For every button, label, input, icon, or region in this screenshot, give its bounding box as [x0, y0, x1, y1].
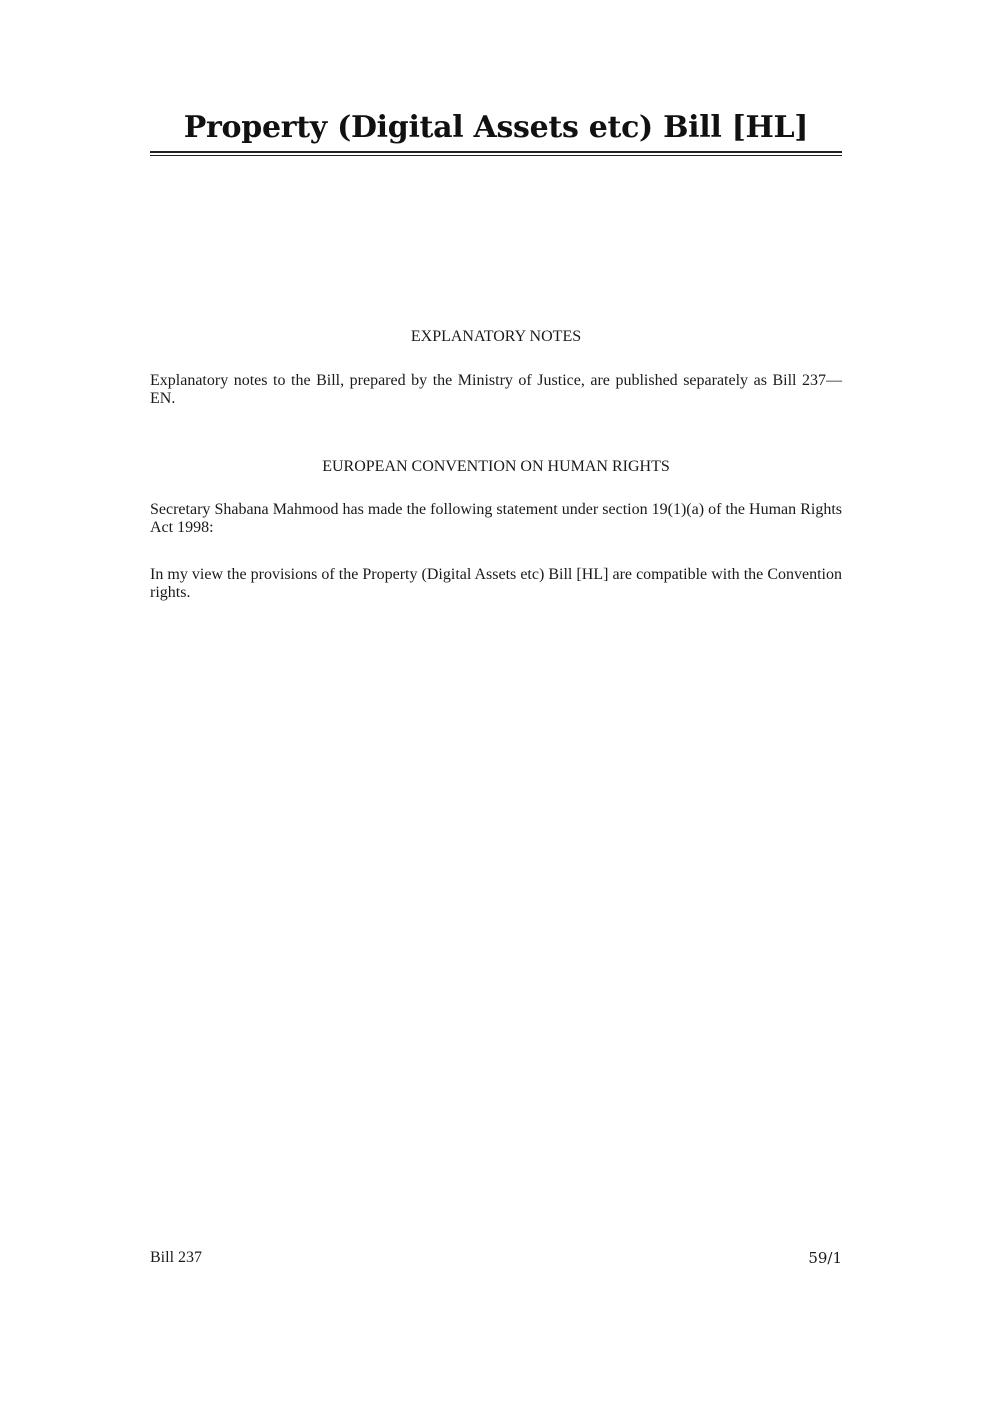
footer-page-reference: 59/1 — [808, 1249, 842, 1267]
echr-compatibility-paragraph: In my view the provisions of the Property (Digital Assets etc) Bill [HL] are compatible with the Convention rights. — [150, 566, 842, 601]
title-double-rule — [150, 151, 842, 156]
bill-title: Property (Digital Assets etc) Bill [HL] — [183, 110, 809, 145]
explanatory-notes-heading: EXPLANATORY NOTES — [410, 328, 582, 345]
footer-bill-number: Bill 237 — [150, 1249, 203, 1266]
explanatory-notes-paragraph: Explanatory notes to the Bill, prepared by the Ministry of Justice, are published separately as Bill 237—EN. — [150, 372, 842, 407]
echr-heading: EUROPEAN CONVENTION ON HUMAN RIGHTS — [322, 458, 670, 475]
echr-statement-paragraph: Secretary Shabana Mahmood has made the following statement under section 19(1)(a) of the Human Rights Act 1998: — [150, 501, 842, 536]
